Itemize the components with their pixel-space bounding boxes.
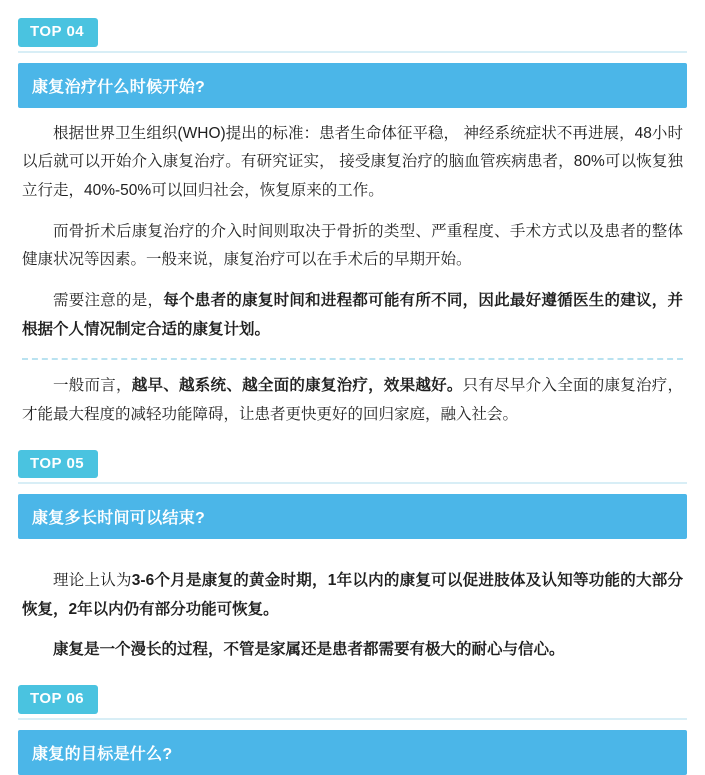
paragraph [22,120,683,206]
question-bar-04: 康复治疗什么时候开始? [18,63,687,108]
section-badge-05: TOP 05 [18,450,98,479]
text-run-bold: 3-6个月是康复的黄金时期， [131,572,328,590]
text-run-bold: 2年以内仍有部分功能可恢复。 [68,600,279,618]
text-run: 只有尽早介入全面的康复治疗，才能最大程度的减轻功能障碍，让患者更快更好的回归家庭，融入社会。 [22,377,683,423]
text-run-bold: 每个患者的康复时间和进程都可能有所不同，因此最好遵循医生的建议，并根据个人情况制定合适的康复计划。 [22,291,683,338]
text-run: 一般而言， [53,377,132,395]
badge-wrap-06 [18,667,687,720]
badge-underline-04 [18,51,687,53]
text-run: 而骨折术后康复治疗的介入时间则取决于骨折的类型、严重程度、手术方式以及患者的整体健康状况等因素。一般来说，康复治疗可以在手术后的早期开始。 [22,222,683,269]
paragraph [22,567,683,624]
text-run: 需要注意的是， [53,291,164,309]
section-top-04 [18,0,687,430]
badge-underline-06 [18,718,687,720]
paragraph [22,372,683,429]
question-bar-05: 康复多长时间可以结束? [18,494,687,539]
section-badge-06: TOP 06 [18,685,98,714]
text-run-bold: 康复是一个漫长的过程，不管是家属还是患者都需要有极大的耐心与信心。 [53,641,565,659]
paragraph [22,218,683,275]
section-top-06 [18,667,687,775]
text-run-bold: 1年以内的康复可以 [327,572,463,590]
badge-wrap-05 [18,432,687,485]
text-run-bold: 越早、越系统、越全面的康复治疗，效果越好。 [131,377,463,395]
paragraph [22,287,683,344]
text-run: 根据世界卫生组织(WHO)提出的标准：患者生命体征平稳， 神经系统症状不再进展，48小时以后就可以开始介入康复治疗。有研究证实， 接受康复治疗的脑血管疾病患者，80%可以恢复独立行走，40%-50%可以回归社会，恢复原来的工作。 [22,124,683,199]
section-top-05 [18,432,687,666]
badge-underline-05 [18,482,687,484]
text-run: 理论上认为 [53,572,132,590]
section-badge-04: TOP 04 [18,18,98,47]
text-run-bold: 促进肢体及认知等功能的大部分恢复， [22,572,683,618]
dashed-divider [22,358,683,360]
question-bar-06: 康复的目标是什么? [18,730,687,775]
badge-wrap-04 [18,0,687,53]
paragraph [22,636,683,665]
